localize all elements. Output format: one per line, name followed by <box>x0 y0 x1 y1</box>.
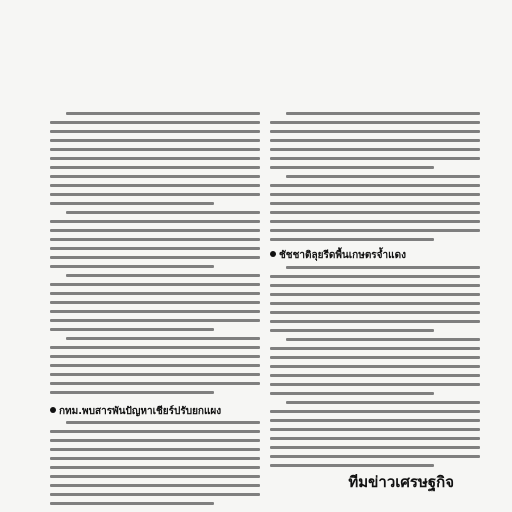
byline: ทีมข่าวเศรษฐกิจ <box>348 473 454 491</box>
text-line <box>286 338 480 341</box>
text-line <box>50 193 260 196</box>
text-line <box>270 356 480 359</box>
text-line <box>50 328 214 331</box>
text-line <box>270 202 480 205</box>
text-line <box>270 121 480 124</box>
text-line <box>66 211 260 214</box>
bullet-icon <box>270 251 276 257</box>
left-column-body-text-2 <box>50 421 260 511</box>
text-line <box>270 428 480 431</box>
text-line <box>50 382 260 385</box>
text-line <box>50 148 260 151</box>
text-line <box>50 202 214 205</box>
text-line <box>286 401 480 404</box>
text-line <box>50 301 260 304</box>
text-line <box>50 184 260 187</box>
text-line <box>66 112 260 115</box>
section-heading-text: ชัชชาติลุยรีดพื้นเกษตรจ้ำแดง <box>279 250 406 261</box>
section-heading-right <box>270 250 406 262</box>
section-heading-left <box>50 406 221 418</box>
text-line <box>50 493 260 496</box>
text-line <box>270 166 434 169</box>
text-line <box>270 293 480 296</box>
text-line <box>50 130 260 133</box>
text-line <box>286 266 480 269</box>
bullet-icon <box>50 407 56 413</box>
text-line <box>50 457 260 460</box>
text-line <box>50 166 260 169</box>
text-line <box>286 112 480 115</box>
text-line <box>50 283 260 286</box>
text-line <box>50 355 260 358</box>
text-line <box>270 238 434 241</box>
text-line <box>50 157 260 160</box>
text-line <box>50 265 214 268</box>
text-line <box>50 139 260 142</box>
text-line <box>270 365 480 368</box>
text-line <box>270 437 480 440</box>
text-line <box>270 455 480 458</box>
text-line <box>50 484 260 487</box>
text-line <box>50 391 214 394</box>
text-line <box>50 319 260 322</box>
text-line <box>50 430 260 433</box>
text-line <box>270 275 480 278</box>
text-line <box>270 392 434 395</box>
text-line <box>50 256 260 259</box>
left-column-body-text <box>50 112 260 400</box>
text-line <box>66 421 260 424</box>
text-line <box>270 383 480 386</box>
text-line <box>66 274 260 277</box>
text-line <box>50 364 260 367</box>
text-line <box>270 193 480 196</box>
right-column-body-text <box>270 112 480 247</box>
text-line <box>270 329 434 332</box>
text-line <box>270 229 480 232</box>
text-line <box>270 464 434 467</box>
text-line <box>270 446 480 449</box>
text-line <box>50 373 260 376</box>
text-line <box>270 347 480 350</box>
text-line <box>270 148 480 151</box>
text-line <box>270 410 480 413</box>
text-line <box>270 284 480 287</box>
text-line <box>270 157 480 160</box>
text-line <box>50 220 260 223</box>
text-line <box>50 175 260 178</box>
text-line <box>50 439 260 442</box>
text-line <box>270 320 480 323</box>
text-line <box>270 130 480 133</box>
right-column-body-text-2 <box>270 266 480 473</box>
text-line <box>50 448 260 451</box>
text-line <box>50 502 214 505</box>
text-line <box>270 184 480 187</box>
text-line <box>270 419 480 422</box>
text-line <box>270 220 480 223</box>
text-line <box>50 247 260 250</box>
text-line <box>270 302 480 305</box>
text-line <box>50 121 260 124</box>
text-line <box>50 466 260 469</box>
text-line <box>66 337 260 340</box>
text-line <box>50 310 260 313</box>
text-line <box>286 175 480 178</box>
section-heading-text: กทม.พบสารพันปัญหาเชียร์ปรับยกแผง <box>59 406 222 417</box>
text-line <box>270 374 480 377</box>
text-line <box>270 311 480 314</box>
text-line <box>50 346 260 349</box>
text-line <box>50 292 260 295</box>
text-line <box>50 229 260 232</box>
text-line <box>270 139 480 142</box>
text-line <box>50 238 260 241</box>
text-line <box>270 211 480 214</box>
text-line <box>50 475 260 478</box>
